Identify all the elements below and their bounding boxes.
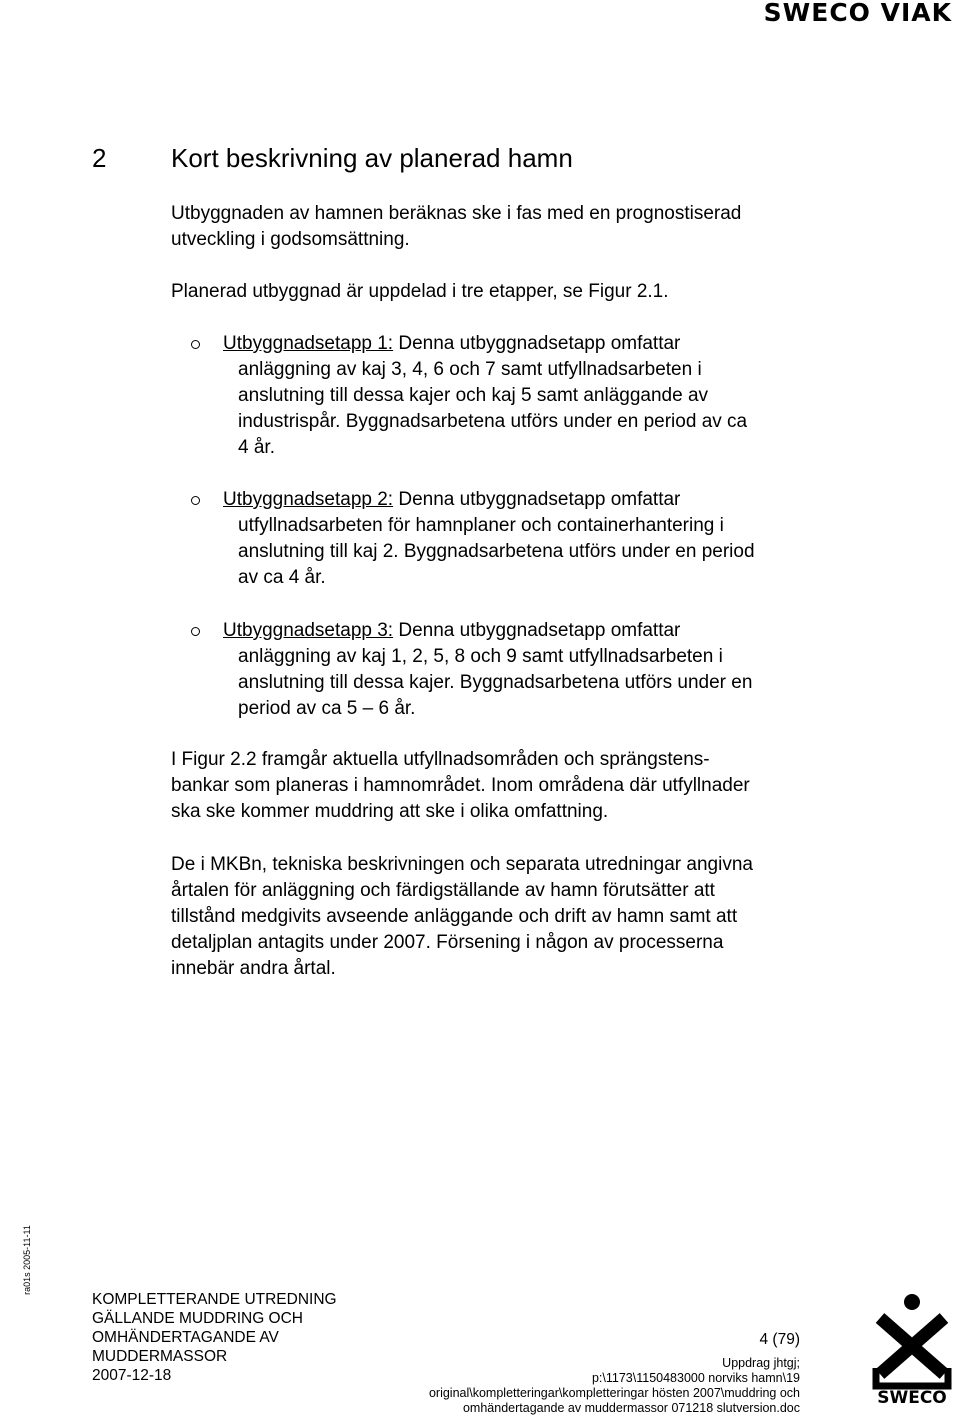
footer-line: KOMPLETTERANDE UTREDNING [92,1291,337,1308]
paragraph-line: utveckling i godsomsättning. [171,229,410,250]
paragraph-line: bankar som planeras i hamnområdet. Inom områdena där utfyllnader [171,775,750,796]
bullet-line: Denna utbyggnadsetapp omfattar [393,620,681,641]
footer-document-info [92,1290,337,1385]
footer-line: original\kompletteringar\kompletteringar hösten 2007\muddring och [428,1386,800,1400]
bullet-line: 4 år. [238,437,275,458]
bullet-label: Utbyggnadsetapp 1: [223,333,394,354]
footer-line: omhändertagande av muddermassor 071218 slutversion.doc [462,1401,800,1415]
bullet-label: Utbyggnadsetapp 2: [223,489,394,510]
section-title: Kort beskrivning av planerad hamn [171,143,573,173]
paragraph-line: tillstånd medgivits avseende anläggande och drift av hamn samt att [171,906,738,927]
bullet-icon [191,496,200,505]
paragraph-line: Utbyggnaden av hamnen beräknas ske i fas med en prognostiserad [171,203,742,224]
paragraph-line: I Figur 2.2 framgår aktuella utfyllnadsområden och sprängstens- [171,749,710,770]
footer-date: 2007-12-18 [92,1367,172,1384]
bullet-icon [191,340,200,349]
brand-logo-text: SWECO VIAK [763,0,952,27]
paragraph-intro [171,201,741,253]
bullet-line: Denna utbyggnadsetapp omfattar [393,489,681,510]
bullet-line: anslutning till kaj 2. Byggnadsarbetena utförs under en period [238,541,755,562]
bullet-line: industrispår. Byggnadsarbetena utförs under en period av ca [238,411,748,432]
paragraph-line: innebär andra årtal. [171,958,336,979]
paragraph-line: ska ske kommer muddring att ske i olika omfattning. [171,801,609,822]
bullet-line: anläggning av kaj 1, 2, 5, 8 och 9 samt utfyllnadsarbeten i [238,646,723,667]
bullet-line: utfyllnadsarbeten för hamnplaner och containerhantering i [238,515,724,536]
footer-line: p:\1173\1150483000 norviks hamn\19 [591,1371,800,1385]
sweco-logo-icon [872,1290,952,1405]
footer-file-path [429,1356,800,1416]
page-number: 4 (79) [759,1331,800,1348]
section-heading [92,142,573,174]
paragraph-etapper: Planerad utbyggnad är uppdelad i tre etapper, se Figur 2.1. [171,281,669,302]
paragraph-line: detaljplan antagits under 2007. Försening i någon av processerna [171,932,724,953]
footer-line: GÄLLANDE MUDDRING OCH [92,1310,303,1327]
logo-wordmark: SWECO [877,1388,947,1405]
paragraph-figur [171,747,801,825]
bullet-line: anläggning av kaj 3, 4, 6 och 7 samt utfyllnadsarbeten i [238,359,702,380]
bullet-line: anslutning till dessa kajer. Byggnadsarbetena utförs under en [238,672,753,693]
paragraph-line: De i MKBn, tekniska beskrivningen och separata utredningar angivna [171,854,753,875]
bullet-line: Denna utbyggnadsetapp omfattar [393,333,681,354]
bullet-line: period av ca 5 – 6 år. [238,698,416,719]
section-number: 2 [92,143,107,173]
bullet-icon [191,627,200,636]
template-code: ra01s 2005-11-11 [21,1225,32,1295]
paragraph-line: årtalen för anläggning och färdigställande av hamn förutsätter att [171,880,715,901]
footer-line: MUDDERMASSOR [92,1348,228,1365]
bullet-label: Utbyggnadsetapp 3: [223,620,394,641]
footer-line: OMHÄNDERTAGANDE AV [92,1329,279,1346]
bullet-line: av ca 4 år. [238,567,326,588]
footer-line: Uppdrag jhtgj; [722,1356,800,1370]
bullet-line: anslutning till dessa kajer och kaj 5 samt anläggande av [238,385,709,406]
paragraph-artal [171,852,811,982]
